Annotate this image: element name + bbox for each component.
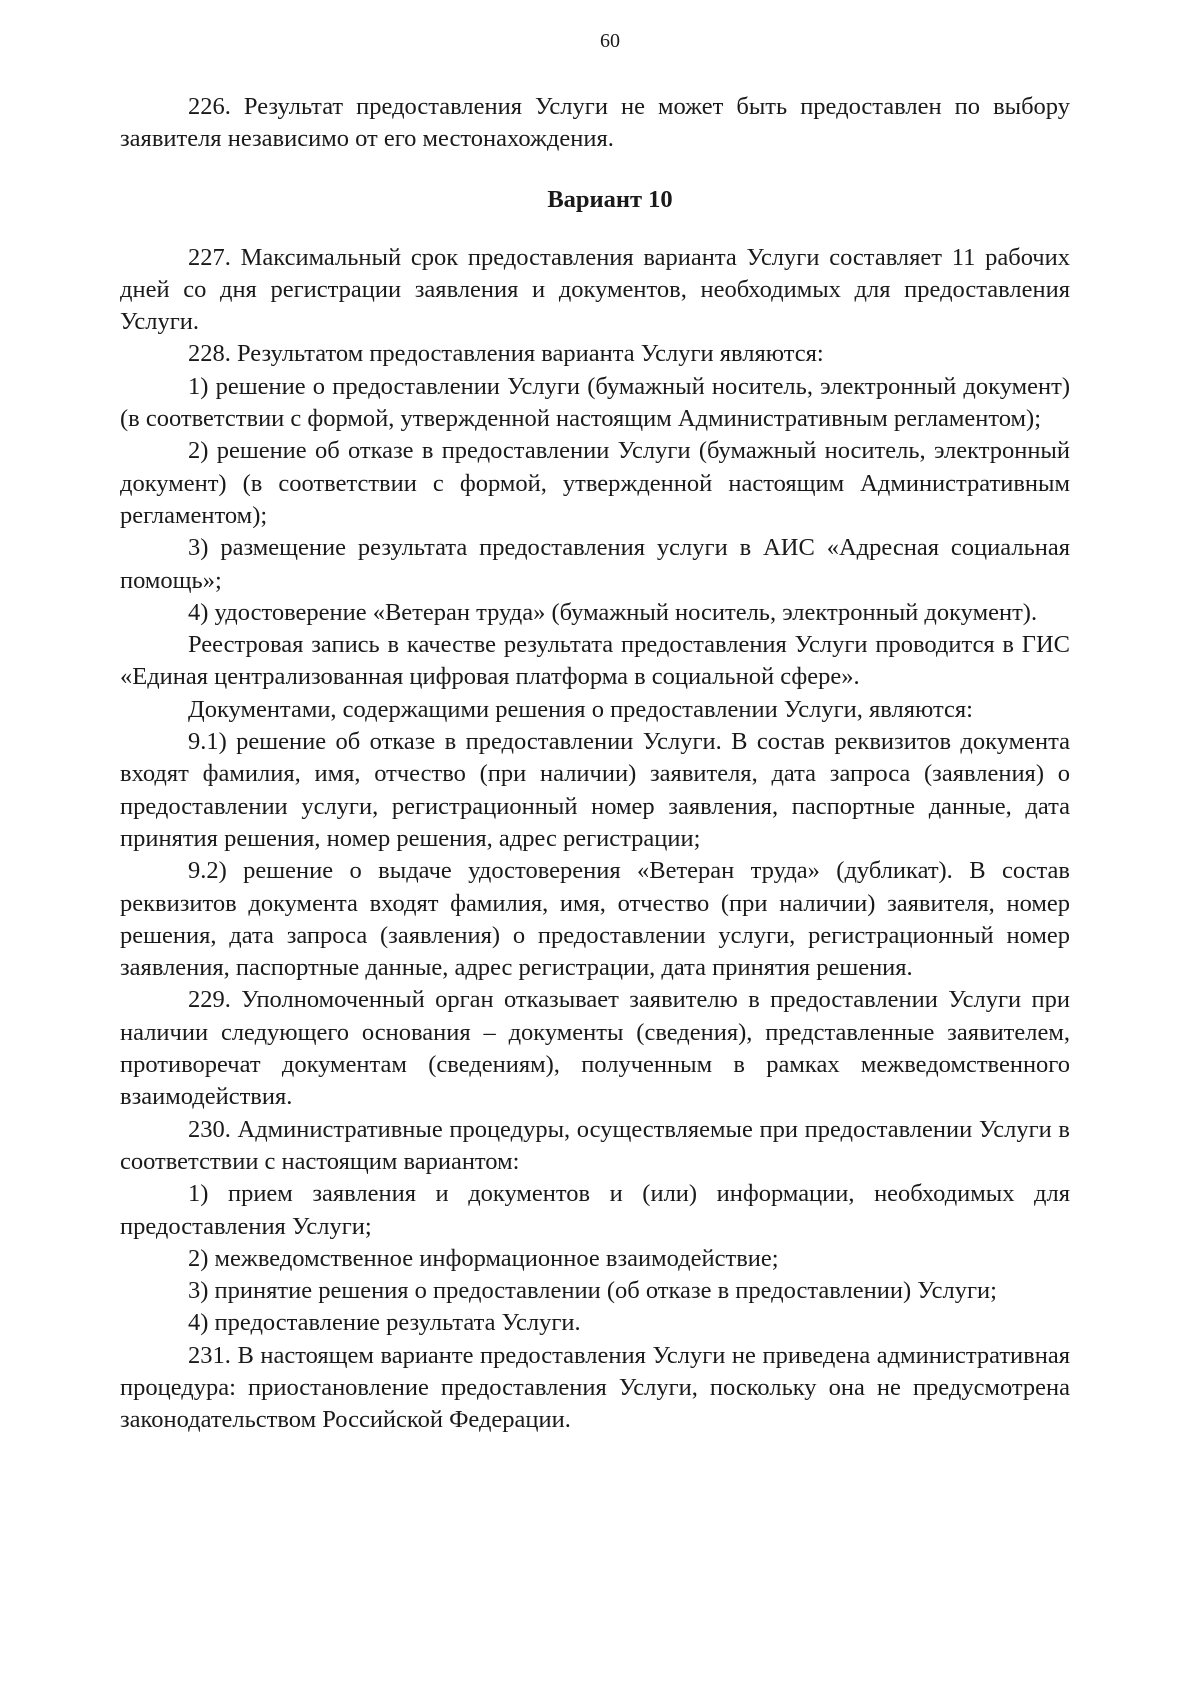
list-item-228-3: 3) размещение результата предоставления услуги в АИС «Адресная социальная помощь»;: [120, 534, 1070, 594]
list-item-9-2: 9.2) решение о выдаче удостоверения «Ветеран труда» (дубликат). В состав реквизитов документа входят фамилия, имя, отчество (при наличии) заявителя, номер решения, дата запроса (заявления) о предоставлении услуги, регистрационный номер заявления, паспортные данные, адрес регистрации, дата принятия решения.: [120, 857, 1070, 982]
paragraph-230: 230. Административные процедуры, осуществляемые при предоставлении Услуги в соответствии с настоящим вариантом:: [120, 1115, 1070, 1175]
list-item-230-3: 3) принятие решения о предоставлении (об отказе в предоставлении) Услуги;: [188, 1277, 997, 1305]
list-item-230-1: 1) прием заявления и документов и (или) информации, необходимых для предоставления Услуги;: [120, 1180, 1070, 1240]
paragraph-228: 228. Результатом предоставления варианта Услуги являются:: [188, 340, 824, 368]
paragraph-229: 229. Уполномоченный орган отказывает заявителю в предоставлении Услуги при наличии следующего основания – документы (сведения), представленные заявителем, противоречат документам (сведениям), полученным в рамках межведомственного взаимодействия.: [120, 986, 1070, 1111]
list-item-9-1: 9.1) решение об отказе в предоставлении Услуги. В состав реквизитов документа входят фамилия, имя, отчество (при наличии) заявителя, дата запроса (заявления) о предоставлении услуги, регистрационный номер заявления, паспортные данные, дата принятия решения, номер решения, адрес регистрации;: [120, 728, 1070, 852]
list-item-228-2: 2) решение об отказе в предоставлении Услуги (бумажный носитель, электронный документ) (в соответствии с формой, утвержденной настоящим Административным регламентом);: [120, 437, 1070, 529]
document-page: [120, 30, 1070, 1437]
paragraph-registry-record: Реестровая запись в качестве результата предоставления Услуги проводится в ГИС «Единая централизованная цифровая платформа в социальной сфере».: [120, 631, 1070, 691]
list-item-228-4: 4) удостоверение «Ветеран труда» (бумажный носитель, электронный документ).: [188, 598, 1038, 626]
list-item-228-1: 1) решение о предоставлении Услуги (бумажный носитель, электронный документ) (в соответствии с формой, утвержденной настоящим Административным регламентом);: [120, 372, 1070, 433]
paragraph-231: 231. В настоящем варианте предоставления Услуги не приведена административная процедура: приостановление предоставления Услуги, поскольку она не предусмотрена законодательством Российской Федерации.: [120, 1341, 1070, 1434]
page-number: 60: [600, 30, 620, 52]
paragraph-documents-intro: Документами, содержащими решения о предоставлении Услуги, являются:: [188, 695, 973, 723]
list-item-230-2: 2) межведомственное информационное взаимодействие;: [188, 1244, 779, 1272]
list-item-230-4: 4) предоставление результата Услуги.: [188, 1309, 581, 1337]
paragraph-227: 227. Максимальный срок предоставления варианта Услуги составляет 11 рабочих дней со дня регистрации заявления и документов, необходимых для предоставления Услуги.: [120, 243, 1070, 336]
paragraph-226: 226. Результат предоставления Услуги не может быть предоставлен по выбору заявителя независимо от его местонахождения.: [120, 93, 1070, 153]
section-heading: Вариант 10: [547, 185, 673, 213]
